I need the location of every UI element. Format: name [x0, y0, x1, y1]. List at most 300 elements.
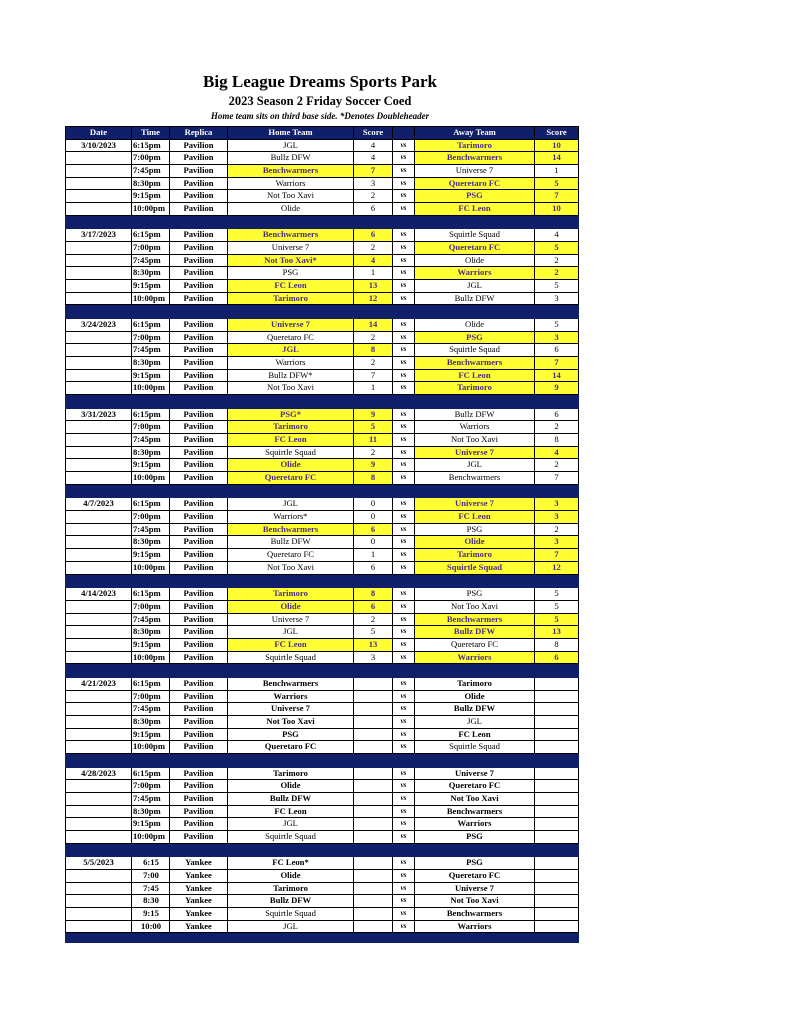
time-cell: 10:00pm — [132, 382, 170, 395]
separator-cell — [132, 664, 170, 678]
table-row — [66, 780, 579, 793]
field-cell: Pavilion — [170, 677, 228, 690]
away-team-cell: Not Too Xavi — [415, 434, 535, 447]
date-cell — [66, 434, 132, 447]
away-score-cell: 14 — [535, 369, 579, 382]
away-score-cell: 13 — [535, 626, 579, 639]
time-cell: 7:45pm — [132, 254, 170, 267]
time-cell: 6:15pm — [132, 139, 170, 152]
away-score-cell — [535, 920, 579, 933]
separator-cell — [228, 664, 354, 678]
home-team-cell: JGL — [228, 498, 354, 511]
vs-cell: vs — [393, 588, 415, 601]
away-team-cell: Queretaro FC — [415, 780, 535, 793]
table-row — [66, 511, 579, 524]
home-team-cell: Queretaro FC — [228, 331, 354, 344]
home-score-cell: 2 — [354, 241, 393, 254]
time-cell: 7:00pm — [132, 421, 170, 434]
vs-cell: vs — [393, 869, 415, 882]
separator-cell — [354, 395, 393, 409]
date-cell — [66, 292, 132, 305]
away-score-cell: 2 — [535, 459, 579, 472]
home-team-cell: Bullz DFW — [228, 152, 354, 165]
away-team-cell: JGL — [415, 280, 535, 293]
away-score-cell — [535, 869, 579, 882]
vs-cell: vs — [393, 536, 415, 549]
table-row — [66, 229, 579, 242]
time-cell: 10:00pm — [132, 292, 170, 305]
table-row — [66, 177, 579, 190]
time-cell: 7:45pm — [132, 434, 170, 447]
home-score-cell: 4 — [354, 254, 393, 267]
table-row — [66, 434, 579, 447]
away-score-cell — [535, 857, 579, 870]
separator-cell — [415, 933, 535, 943]
away-team-cell: Tarimoro — [415, 549, 535, 562]
vs-cell: vs — [393, 600, 415, 613]
separator-cell — [415, 574, 535, 588]
field-cell: Pavilion — [170, 626, 228, 639]
away-team-cell: Benchwarmers — [415, 805, 535, 818]
home-team-cell: Tarimoro — [228, 292, 354, 305]
time-cell: 6:15pm — [132, 408, 170, 421]
home-score-cell: 14 — [354, 318, 393, 331]
separator-cell — [66, 933, 132, 943]
field-cell: Pavilion — [170, 805, 228, 818]
time-cell: 7:00pm — [132, 780, 170, 793]
away-score-cell: 7 — [535, 190, 579, 203]
table-row — [66, 523, 579, 536]
table-row — [66, 344, 579, 357]
time-cell: 6:15pm — [132, 677, 170, 690]
away-score-cell: 5 — [535, 318, 579, 331]
date-cell — [66, 549, 132, 562]
away-team-cell: Warriors — [415, 920, 535, 933]
home-team-cell: FC Leon — [228, 805, 354, 818]
time-cell: 9:15pm — [132, 459, 170, 472]
field-cell: Pavilion — [170, 472, 228, 485]
home-team-cell: JGL — [228, 920, 354, 933]
schedule-body — [66, 139, 579, 942]
col-time-header: Time — [132, 127, 170, 140]
week-separator — [66, 215, 579, 229]
away-team-cell: FC Leon — [415, 511, 535, 524]
vs-cell: vs — [393, 152, 415, 165]
field-cell: Pavilion — [170, 600, 228, 613]
vs-cell: vs — [393, 177, 415, 190]
home-team-cell: JGL — [228, 139, 354, 152]
separator-cell — [354, 484, 393, 498]
home-team-cell: Warriors — [228, 357, 354, 370]
time-cell: 10:00pm — [132, 741, 170, 754]
field-cell: Pavilion — [170, 511, 228, 524]
separator-cell — [535, 664, 579, 678]
home-team-cell: Squirtle Squad — [228, 831, 354, 844]
separator-cell — [132, 933, 170, 943]
vs-cell: vs — [393, 292, 415, 305]
field-cell: Yankee — [170, 895, 228, 908]
field-cell: Yankee — [170, 882, 228, 895]
vs-cell: vs — [393, 498, 415, 511]
away-team-cell: Queretaro FC — [415, 638, 535, 651]
home-score-cell: 1 — [354, 549, 393, 562]
separator-cell — [354, 754, 393, 768]
field-cell: Pavilion — [170, 267, 228, 280]
table-row — [66, 498, 579, 511]
home-team-cell: FC Leon — [228, 434, 354, 447]
field-cell: Yankee — [170, 908, 228, 921]
table-row — [66, 626, 579, 639]
date-cell — [66, 741, 132, 754]
away-team-cell: Not Too Xavi — [415, 600, 535, 613]
date-cell: 3/24/2023 — [66, 318, 132, 331]
home-score-cell: 13 — [354, 280, 393, 293]
separator-cell — [170, 843, 228, 857]
table-row — [66, 792, 579, 805]
date-cell — [66, 818, 132, 831]
away-team-cell: Bullz DFW — [415, 292, 535, 305]
time-cell: 8:30pm — [132, 805, 170, 818]
separator-cell — [132, 574, 170, 588]
time-cell: 7:00pm — [132, 600, 170, 613]
field-cell: Pavilion — [170, 331, 228, 344]
time-cell: 10:00pm — [132, 472, 170, 485]
separator-cell — [354, 933, 393, 943]
separator-cell — [132, 305, 170, 319]
field-cell: Pavilion — [170, 651, 228, 664]
vs-cell: vs — [393, 767, 415, 780]
date-cell — [66, 536, 132, 549]
home-team-cell: PSG* — [228, 408, 354, 421]
time-cell: 9:15pm — [132, 638, 170, 651]
time-cell: 9:15pm — [132, 190, 170, 203]
table-row — [66, 613, 579, 626]
separator-cell — [66, 484, 132, 498]
field-cell: Pavilion — [170, 421, 228, 434]
separator-cell — [393, 843, 415, 857]
home-score-cell — [354, 741, 393, 754]
field-cell: Pavilion — [170, 728, 228, 741]
away-team-cell: Benchwarmers — [415, 357, 535, 370]
field-cell: Pavilion — [170, 588, 228, 601]
home-score-cell: 1 — [354, 382, 393, 395]
away-score-cell: 6 — [535, 344, 579, 357]
separator-cell — [393, 754, 415, 768]
home-team-cell: Benchwarmers — [228, 164, 354, 177]
home-team-cell: Bullz DFW — [228, 536, 354, 549]
separator-cell — [170, 933, 228, 943]
home-score-cell: 9 — [354, 459, 393, 472]
separator-cell — [393, 305, 415, 319]
away-score-cell: 5 — [535, 280, 579, 293]
separator-cell — [228, 574, 354, 588]
away-team-cell: Tarimoro — [415, 382, 535, 395]
separator-cell — [228, 843, 354, 857]
separator-cell — [535, 754, 579, 768]
home-score-cell: 4 — [354, 139, 393, 152]
home-team-cell: Benchwarmers — [228, 229, 354, 242]
time-cell: 6:15pm — [132, 498, 170, 511]
separator-cell — [170, 664, 228, 678]
home-team-cell: Universe 7 — [228, 703, 354, 716]
away-team-cell: Universe 7 — [415, 164, 535, 177]
time-cell: 7:45pm — [132, 523, 170, 536]
home-team-cell: JGL — [228, 818, 354, 831]
vs-cell: vs — [393, 446, 415, 459]
date-cell — [66, 613, 132, 626]
separator-cell — [170, 395, 228, 409]
time-cell: 7:45 — [132, 882, 170, 895]
away-team-cell: Warriors — [415, 818, 535, 831]
away-team-cell: PSG — [415, 523, 535, 536]
away-score-cell — [535, 767, 579, 780]
separator-cell — [354, 664, 393, 678]
separator-cell — [415, 664, 535, 678]
field-cell: Pavilion — [170, 344, 228, 357]
away-score-cell: 5 — [535, 588, 579, 601]
date-cell — [66, 190, 132, 203]
away-score-cell — [535, 908, 579, 921]
home-team-cell: Olide — [228, 459, 354, 472]
time-cell: 9:15pm — [132, 728, 170, 741]
page-title: Big League Dreams Sports Park — [203, 72, 437, 91]
separator-cell — [228, 305, 354, 319]
away-team-cell: Queretaro FC — [415, 241, 535, 254]
table-row — [66, 767, 579, 780]
away-score-cell: 2 — [535, 267, 579, 280]
field-cell: Pavilion — [170, 536, 228, 549]
away-team-cell: Warriors — [415, 651, 535, 664]
separator-cell — [535, 484, 579, 498]
field-cell: Pavilion — [170, 715, 228, 728]
home-team-cell: Queretaro FC — [228, 741, 354, 754]
vs-cell: vs — [393, 831, 415, 844]
home-team-cell: Tarimoro — [228, 767, 354, 780]
table-row — [66, 600, 579, 613]
away-team-cell: Squirtle Squad — [415, 741, 535, 754]
away-team-cell: Tarimoro — [415, 139, 535, 152]
home-team-cell: Olide — [228, 869, 354, 882]
date-cell — [66, 690, 132, 703]
away-team-cell: PSG — [415, 588, 535, 601]
home-score-cell: 2 — [354, 446, 393, 459]
home-score-cell — [354, 920, 393, 933]
vs-cell: vs — [393, 882, 415, 895]
time-cell: 8:30 — [132, 895, 170, 908]
home-team-cell: Olide — [228, 600, 354, 613]
field-cell: Pavilion — [170, 292, 228, 305]
away-score-cell: 2 — [535, 421, 579, 434]
separator-cell — [393, 933, 415, 943]
separator-cell — [415, 843, 535, 857]
vs-cell: vs — [393, 728, 415, 741]
away-team-cell: Benchwarmers — [415, 152, 535, 165]
home-score-cell — [354, 703, 393, 716]
away-team-cell: Tarimoro — [415, 677, 535, 690]
table-row — [66, 651, 579, 664]
away-team-cell: Warriors — [415, 421, 535, 434]
date-cell: 3/31/2023 — [66, 408, 132, 421]
table-row — [66, 818, 579, 831]
separator-cell — [393, 215, 415, 229]
date-cell — [66, 561, 132, 574]
away-team-cell: PSG — [415, 331, 535, 344]
field-cell: Yankee — [170, 857, 228, 870]
vs-cell: vs — [393, 780, 415, 793]
separator-cell — [535, 305, 579, 319]
home-score-cell — [354, 882, 393, 895]
away-score-cell: 3 — [535, 511, 579, 524]
vs-cell: vs — [393, 818, 415, 831]
away-team-cell: Warriors — [415, 267, 535, 280]
field-cell: Pavilion — [170, 369, 228, 382]
home-score-cell: 2 — [354, 190, 393, 203]
home-team-cell: Warriors* — [228, 511, 354, 524]
time-cell: 7:00pm — [132, 331, 170, 344]
home-score-cell — [354, 895, 393, 908]
vs-cell: vs — [393, 895, 415, 908]
table-row — [66, 857, 579, 870]
away-team-cell: Not Too Xavi — [415, 895, 535, 908]
date-cell — [66, 895, 132, 908]
time-cell: 7:00pm — [132, 152, 170, 165]
date-cell: 4/28/2023 — [66, 767, 132, 780]
field-cell: Pavilion — [170, 831, 228, 844]
home-score-cell: 3 — [354, 177, 393, 190]
home-score-cell: 13 — [354, 638, 393, 651]
table-row — [66, 638, 579, 651]
date-cell — [66, 728, 132, 741]
time-cell: 8:30pm — [132, 536, 170, 549]
separator-cell — [535, 395, 579, 409]
time-cell: 7:45pm — [132, 164, 170, 177]
home-score-cell: 6 — [354, 229, 393, 242]
away-team-cell: PSG — [415, 857, 535, 870]
home-score-cell — [354, 677, 393, 690]
vs-cell: vs — [393, 792, 415, 805]
col-home-team-header: Home Team — [228, 127, 354, 140]
home-team-cell: Tarimoro — [228, 882, 354, 895]
date-cell — [66, 780, 132, 793]
home-score-cell: 2 — [354, 357, 393, 370]
time-cell: 8:30pm — [132, 715, 170, 728]
away-score-cell: 2 — [535, 254, 579, 267]
home-score-cell: 7 — [354, 369, 393, 382]
date-cell: 3/17/2023 — [66, 229, 132, 242]
field-cell: Pavilion — [170, 318, 228, 331]
table-row — [66, 139, 579, 152]
time-cell: 7:45pm — [132, 703, 170, 716]
date-cell — [66, 511, 132, 524]
away-team-cell: FC Leon — [415, 369, 535, 382]
home-team-cell: Universe 7 — [228, 241, 354, 254]
away-score-cell: 1 — [535, 164, 579, 177]
home-team-cell: Benchwarmers — [228, 677, 354, 690]
away-score-cell: 7 — [535, 549, 579, 562]
table-row — [66, 382, 579, 395]
week-separator — [66, 754, 579, 768]
home-team-cell: Not Too Xavi — [228, 715, 354, 728]
away-score-cell — [535, 703, 579, 716]
col-away-score-header: Score — [535, 127, 579, 140]
separator-cell — [66, 754, 132, 768]
date-cell — [66, 523, 132, 536]
vs-cell: vs — [393, 382, 415, 395]
away-team-cell: Queretaro FC — [415, 177, 535, 190]
home-team-cell: Warriors — [228, 690, 354, 703]
away-score-cell: 6 — [535, 408, 579, 421]
home-score-cell — [354, 792, 393, 805]
vs-cell: vs — [393, 331, 415, 344]
time-cell: 8:30pm — [132, 446, 170, 459]
home-score-cell — [354, 805, 393, 818]
away-score-cell: 3 — [535, 536, 579, 549]
week-separator — [66, 664, 579, 678]
table-row — [66, 164, 579, 177]
away-score-cell — [535, 690, 579, 703]
time-cell: 9:15pm — [132, 549, 170, 562]
page-note: Home team sits on third base side. *Denotes Doubleheader — [210, 111, 430, 121]
home-score-cell: 11 — [354, 434, 393, 447]
separator-cell — [393, 664, 415, 678]
table-row — [66, 677, 579, 690]
table-row — [66, 869, 579, 882]
home-score-cell: 6 — [354, 523, 393, 536]
date-cell: 5/5/2023 — [66, 857, 132, 870]
away-team-cell: PSG — [415, 190, 535, 203]
vs-cell: vs — [393, 908, 415, 921]
field-cell: Pavilion — [170, 459, 228, 472]
vs-cell: vs — [393, 561, 415, 574]
vs-cell: vs — [393, 369, 415, 382]
table-row — [66, 728, 579, 741]
home-team-cell: Squirtle Squad — [228, 651, 354, 664]
date-cell — [66, 421, 132, 434]
away-team-cell: Squirtle Squad — [415, 344, 535, 357]
table-row — [66, 292, 579, 305]
date-cell — [66, 920, 132, 933]
separator-cell — [354, 574, 393, 588]
home-score-cell — [354, 715, 393, 728]
table-row — [66, 357, 579, 370]
away-team-cell: Olide — [415, 254, 535, 267]
table-row — [66, 190, 579, 203]
vs-cell: vs — [393, 203, 415, 216]
table-row — [66, 715, 579, 728]
schedule-table — [65, 126, 579, 943]
home-team-cell: Warriors — [228, 177, 354, 190]
home-team-cell: Squirtle Squad — [228, 908, 354, 921]
separator-cell — [66, 215, 132, 229]
separator-cell — [66, 843, 132, 857]
table-row — [66, 703, 579, 716]
home-score-cell: 2 — [354, 613, 393, 626]
date-cell — [66, 331, 132, 344]
week-separator — [66, 395, 579, 409]
home-team-cell: Not Too Xavi — [228, 561, 354, 574]
home-score-cell: 0 — [354, 498, 393, 511]
time-cell: 8:30pm — [132, 177, 170, 190]
separator-cell — [393, 574, 415, 588]
date-cell — [66, 177, 132, 190]
home-team-cell: PSG — [228, 728, 354, 741]
home-score-cell: 9 — [354, 408, 393, 421]
separator-cell — [132, 395, 170, 409]
separator-cell — [170, 484, 228, 498]
table-row — [66, 152, 579, 165]
home-score-cell: 5 — [354, 421, 393, 434]
away-score-cell — [535, 882, 579, 895]
